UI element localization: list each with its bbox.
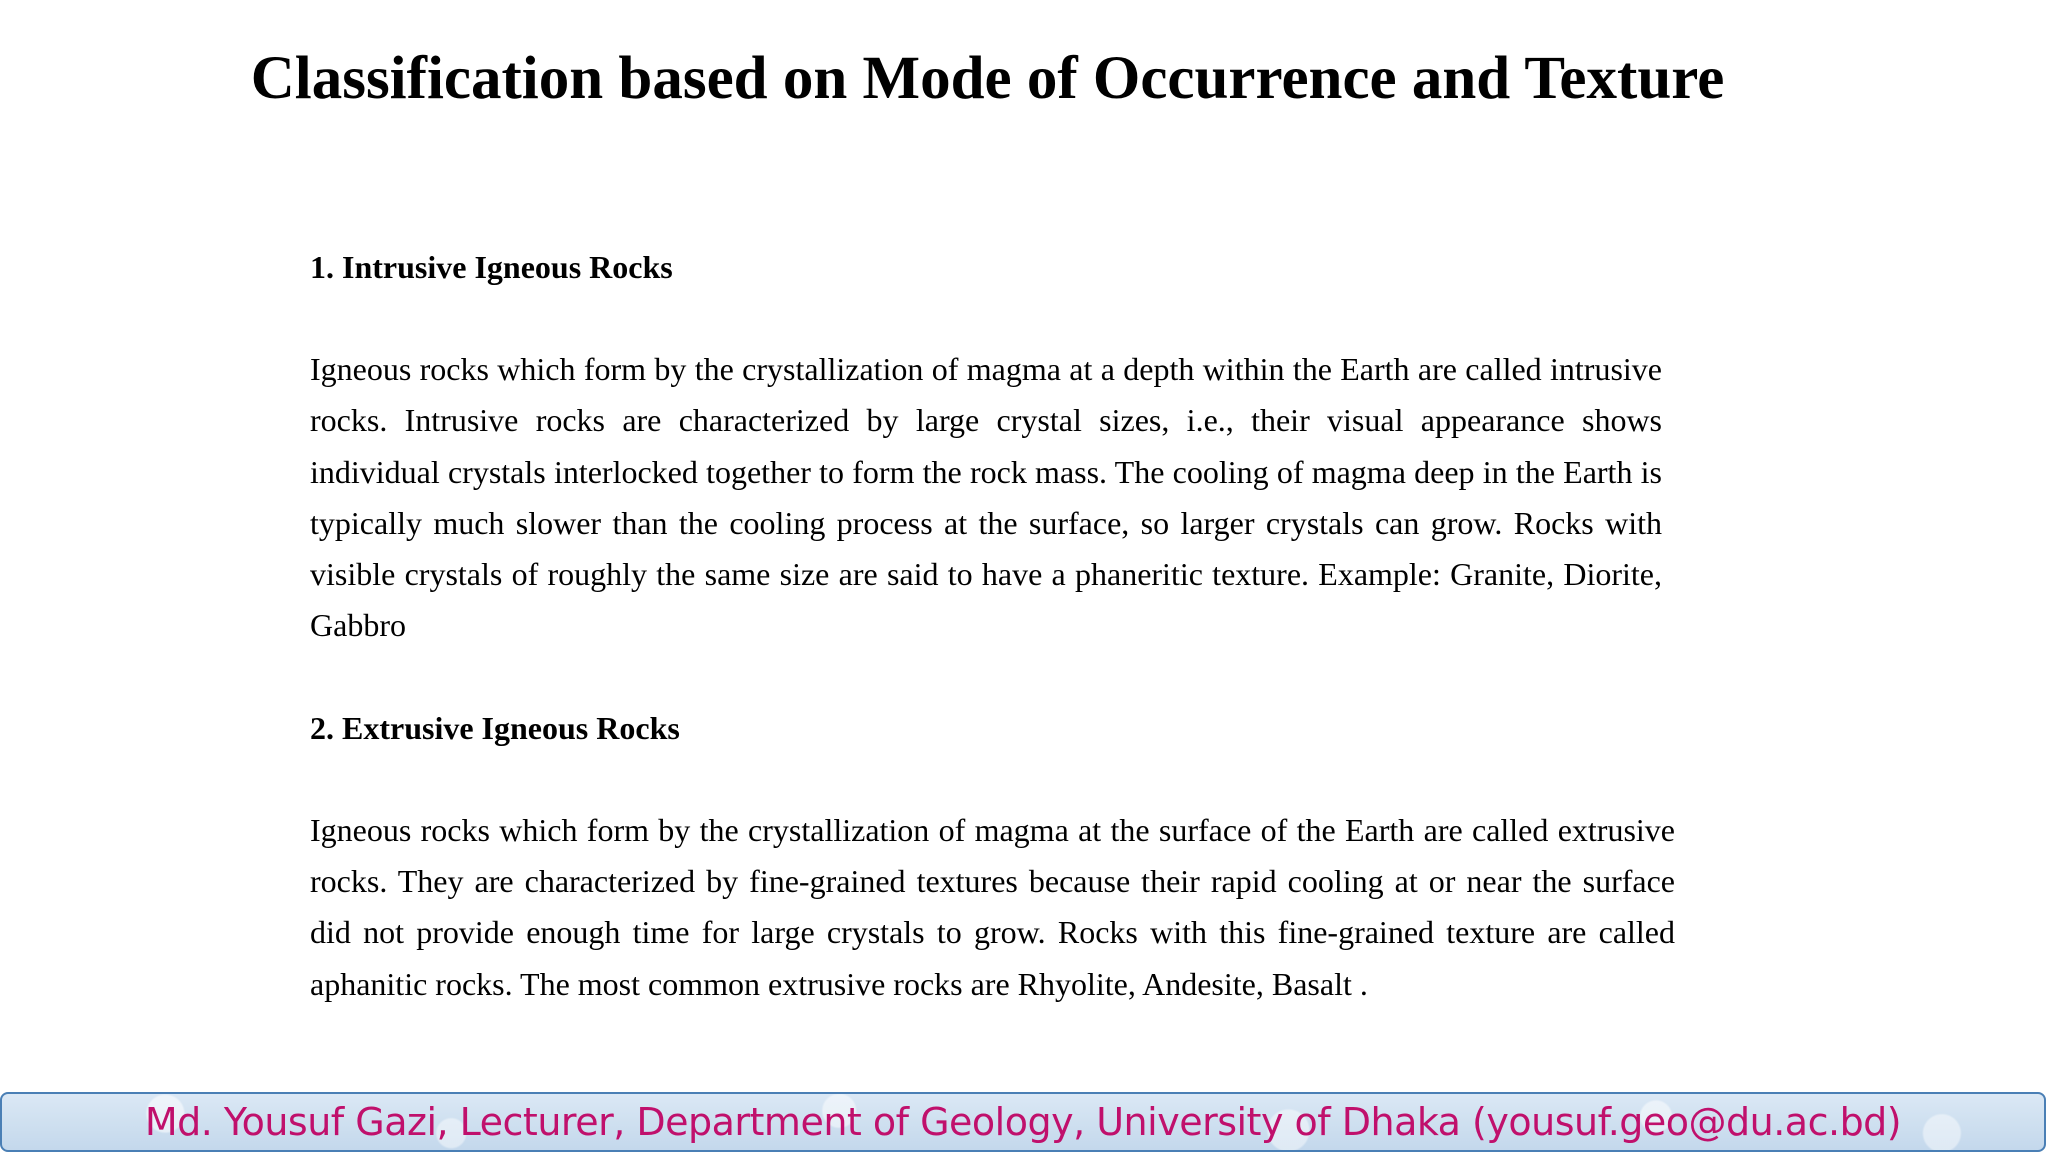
section-heading-extrusive: 2. Extrusive Igneous Rocks: [310, 709, 680, 746]
section-body-intrusive: Igneous rocks which form by the crystallization of magma at a depth within the Earth are called intrusive rocks. Intrusive rocks are characterized by large crystal sizes, i.e., their visual appearance shows individual crystals interlocked together to form the rock mass. The cooling of magma deep in the Earth is typically much slower than the cooling process at the surface, so larger crystals can grow. Rocks with visible crystals of roughly the same size are said to have a phaneritic texture. Example: Granite, Diorite, Gabbro: [310, 351, 1662, 644]
section-heading-intrusive: 1. Intrusive Igneous Rocks: [310, 249, 673, 285]
slide-title: Classification based on Mode of Occurrence and Texture: [250, 45, 1725, 112]
slide-content: [310, 242, 1675, 1061]
footer-credit: Md. Yousuf Gazi, Lecturer, Department of Geology, University of Dhaka (yousuf.geo@du.ac.bd): [144, 1100, 1902, 1144]
section-intrusive: [310, 242, 1675, 652]
section-body-extrusive: Igneous rocks which form by the crystallization of magma at the surface of the Earth are called extrusive rocks. They are characterized by fine-grained textures because their rapid cooling at or near the surface did not provide enough time for large crystals to grow. Rocks with this fine-grained texture are called aphanitic rocks. The most common extrusive rocks are Rhyolite, Andesite, Basalt .: [310, 811, 1675, 1002]
footer-banner: [0, 1092, 2046, 1152]
section-extrusive: [310, 703, 1675, 1010]
